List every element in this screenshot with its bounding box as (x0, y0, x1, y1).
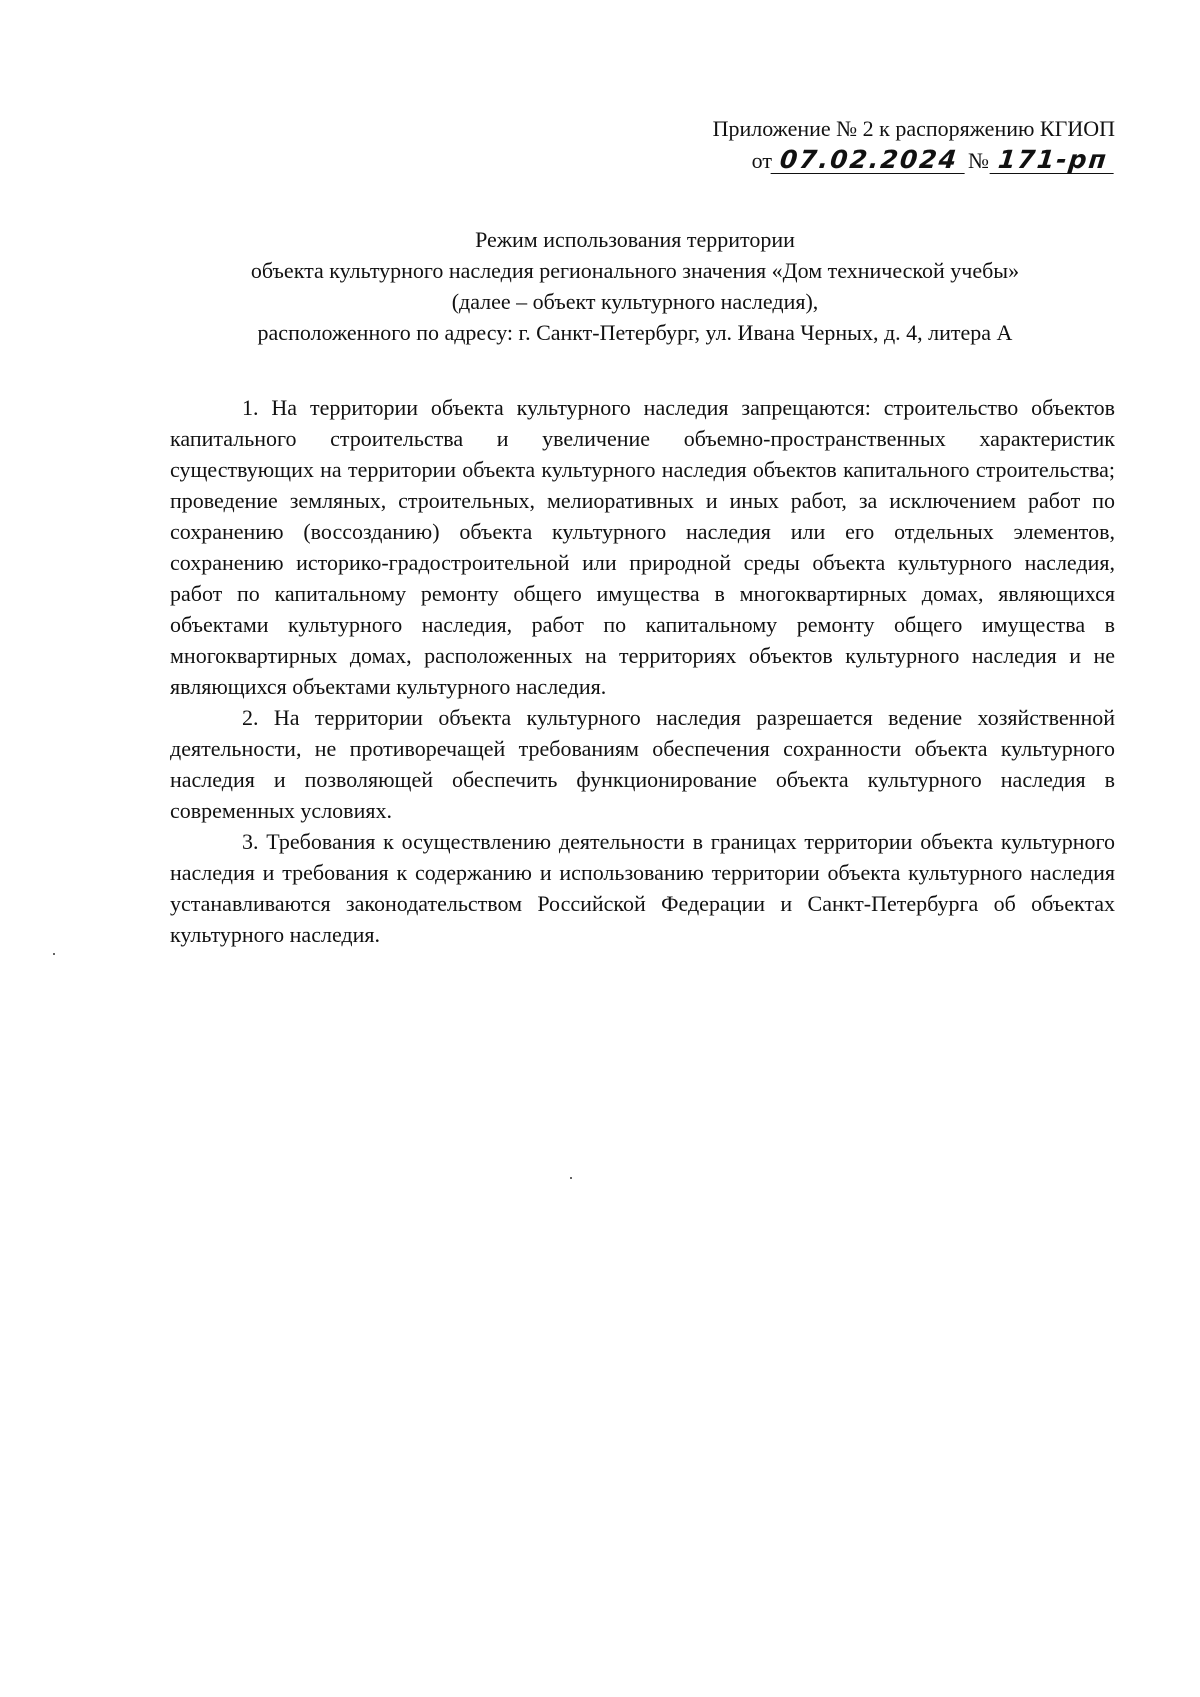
title-line: Режим использования территории (475, 227, 795, 252)
appendix-title: Приложение № 2 к распоряжению КГИОП (712, 116, 1115, 141)
paragraph-3: 3. Требования к осуществлению деятельности в границах территории объекта культурного наследия и требования к содержанию и использованию территории объекта культурного наследия устанавливаются законодательством Российской Федерации и Санкт-Петербурга об объектах культурного наследия. (170, 829, 1115, 947)
document-title (170, 224, 1100, 348)
handwritten-order-number: 171-рп (990, 147, 1117, 174)
scan-speck (570, 1177, 572, 1179)
from-label: от (751, 148, 772, 173)
paragraph-2: 2. На территории объекта культурного наследия разрешается ведение хозяйственной деятельности, не противоречащей требованиям обеспечения сохранности объекта культурного наследия и позволяющей обеспечить функционирование объекта культурного наследия в современных условиях. (170, 705, 1115, 823)
document-body (170, 392, 1115, 950)
appendix-header (600, 114, 1115, 178)
title-line: объекта культурного наследия регионального значения «Дом технической учебы» (250, 258, 1020, 283)
handwritten-date: 07.02.2024 (771, 147, 968, 174)
scan-speck (53, 953, 55, 955)
title-line: (далее – объект культурного наследия), (451, 289, 819, 314)
title-line: расположенного по адресу: г. Санкт-Петербург, ул. Ивана Черных, д. 4, литера А (257, 320, 1013, 345)
order-date-number-line (600, 144, 1115, 178)
paragraph-1: 1. На территории объекта культурного наследия запрещаются: строительство объектов капитального строительства и увеличение объемно-пространственных характеристик существующих на территории объекта культурного наследия объектов капитального строительства; проведение земляных, строительных, мелиоративных и иных работ, за исключением работ по сохранению (воссозданию) объекта культурного наследия или его отдельных элементов, сохранению историко-градостроительной или природной среды объекта культурного наследия, работ по капитальному ремонту общего имущества в многоквартирных домах, являющихся объектами культурного наследия, работ по капитальному ремонту общего имущества в многоквартирных домах, расположенных на территориях объектов культурного наследия и не являющихся объектами культурного наследия. (170, 395, 1115, 699)
number-sign: № (968, 148, 989, 173)
